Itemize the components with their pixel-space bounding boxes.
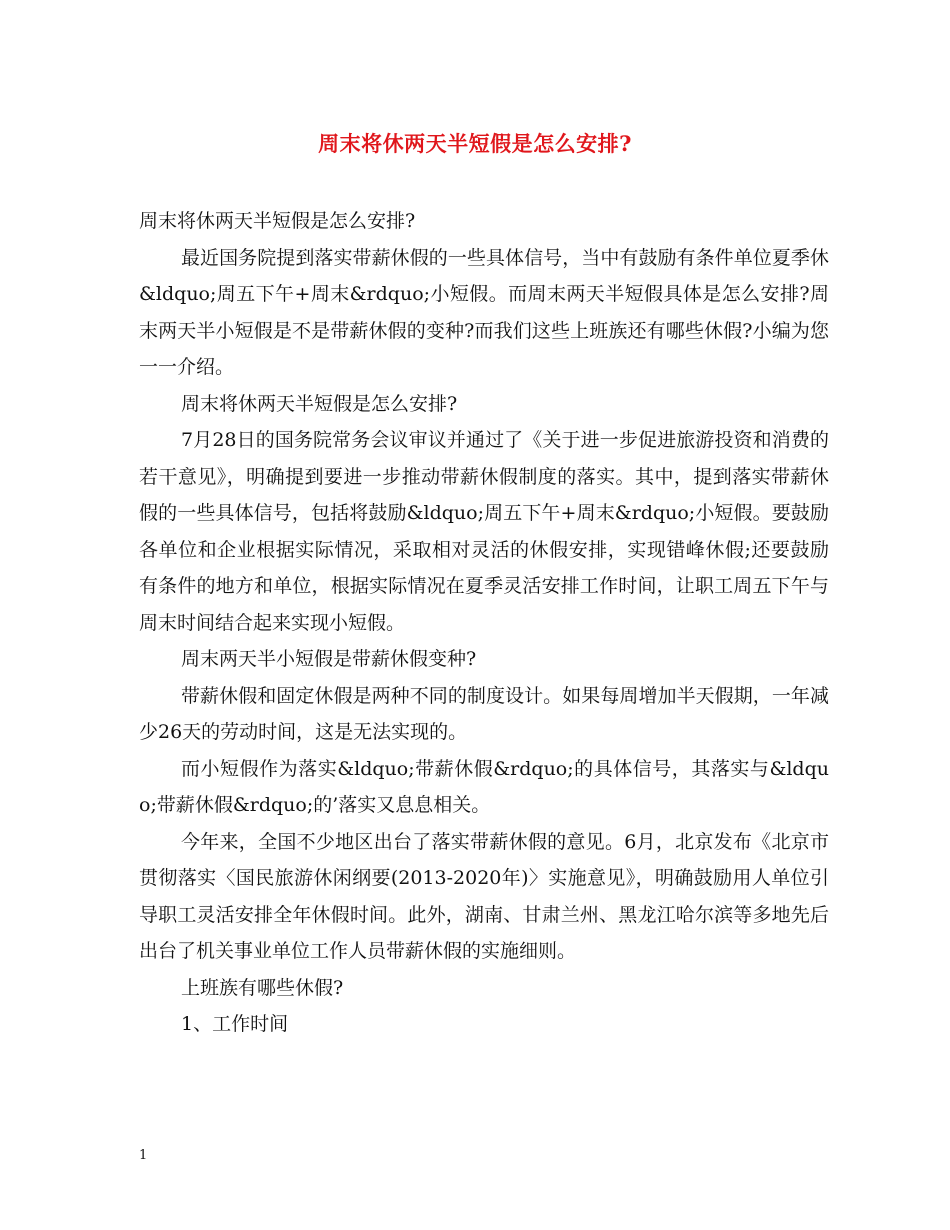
paragraph: 带薪休假和固定休假是两种不同的制度设计。如果每周增加半天假期，一年减少26天的劳动时间，这是无法实现的。 <box>139 684 829 743</box>
paragraph: 今年来，全国不少地区出台了落实带薪休假的意见。6月，北京发布《北京市贯彻落实〈国民旅游休闲纲要(2013-2020年)〉实施意见》，明确鼓励用人单位引导职工灵活安排全年休假时间。此外，湖南、甘肃兰州、黑龙江哈尔滨等多地先后出台了机关事业单位工作人员带薪休假的实施细则。 <box>139 830 829 962</box>
paragraph: 周末两天半小短假是带薪休假变种? <box>181 648 477 670</box>
paragraph: 而小短假作为落实&ldquo;带薪休假&rdquo;的具体信号，其落实与&ldquo;带薪休假&rdquo;的’落实又息息相关。 <box>139 757 829 816</box>
paragraph: 上班族有哪些休假? <box>181 976 344 999</box>
document-title: 周末将休两天半短假是怎么安排? <box>318 131 632 156</box>
page-number: 1 <box>139 1148 148 1163</box>
paragraph: 周末将休两天半短假是怎么安排? <box>181 392 458 415</box>
paragraph: 1、工作时间 <box>181 1013 289 1035</box>
paragraph: 最近国务院提到落实带薪休假的一些具体信号，当中有鼓励有条件单位夏季休&ldquo;周五下午+周末&rdquo;小短假。而周末两天半短假具体是怎么安排?周末两天半小短假是不是带薪休假的变种?而我们这些上班族还有哪些休假?小编为您一一介绍。 <box>139 246 829 378</box>
paragraph: 周末将休两天半短假是怎么安排? <box>139 210 416 232</box>
paragraph: 7月28日的国务院常务会议审议并通过了《关于进一步促进旅游投资和消费的若干意见》，明确提到要进一步推动带薪休假制度的落实。其中，提到落实带薪休假的一些具体信号，包括将鼓励&ldquo;周五下午+周末&rdquo;小短假。要鼓励各单位和企业根据实际情况，采取相对灵活的休假安排，实现错峰休假;还要鼓励有条件的地方和单位，根据实际情况在夏季灵活安排工作时间，让职工周五下午与周末时间结合起来实现小短假。 <box>139 429 829 634</box>
document-body <box>139 203 829 1043</box>
